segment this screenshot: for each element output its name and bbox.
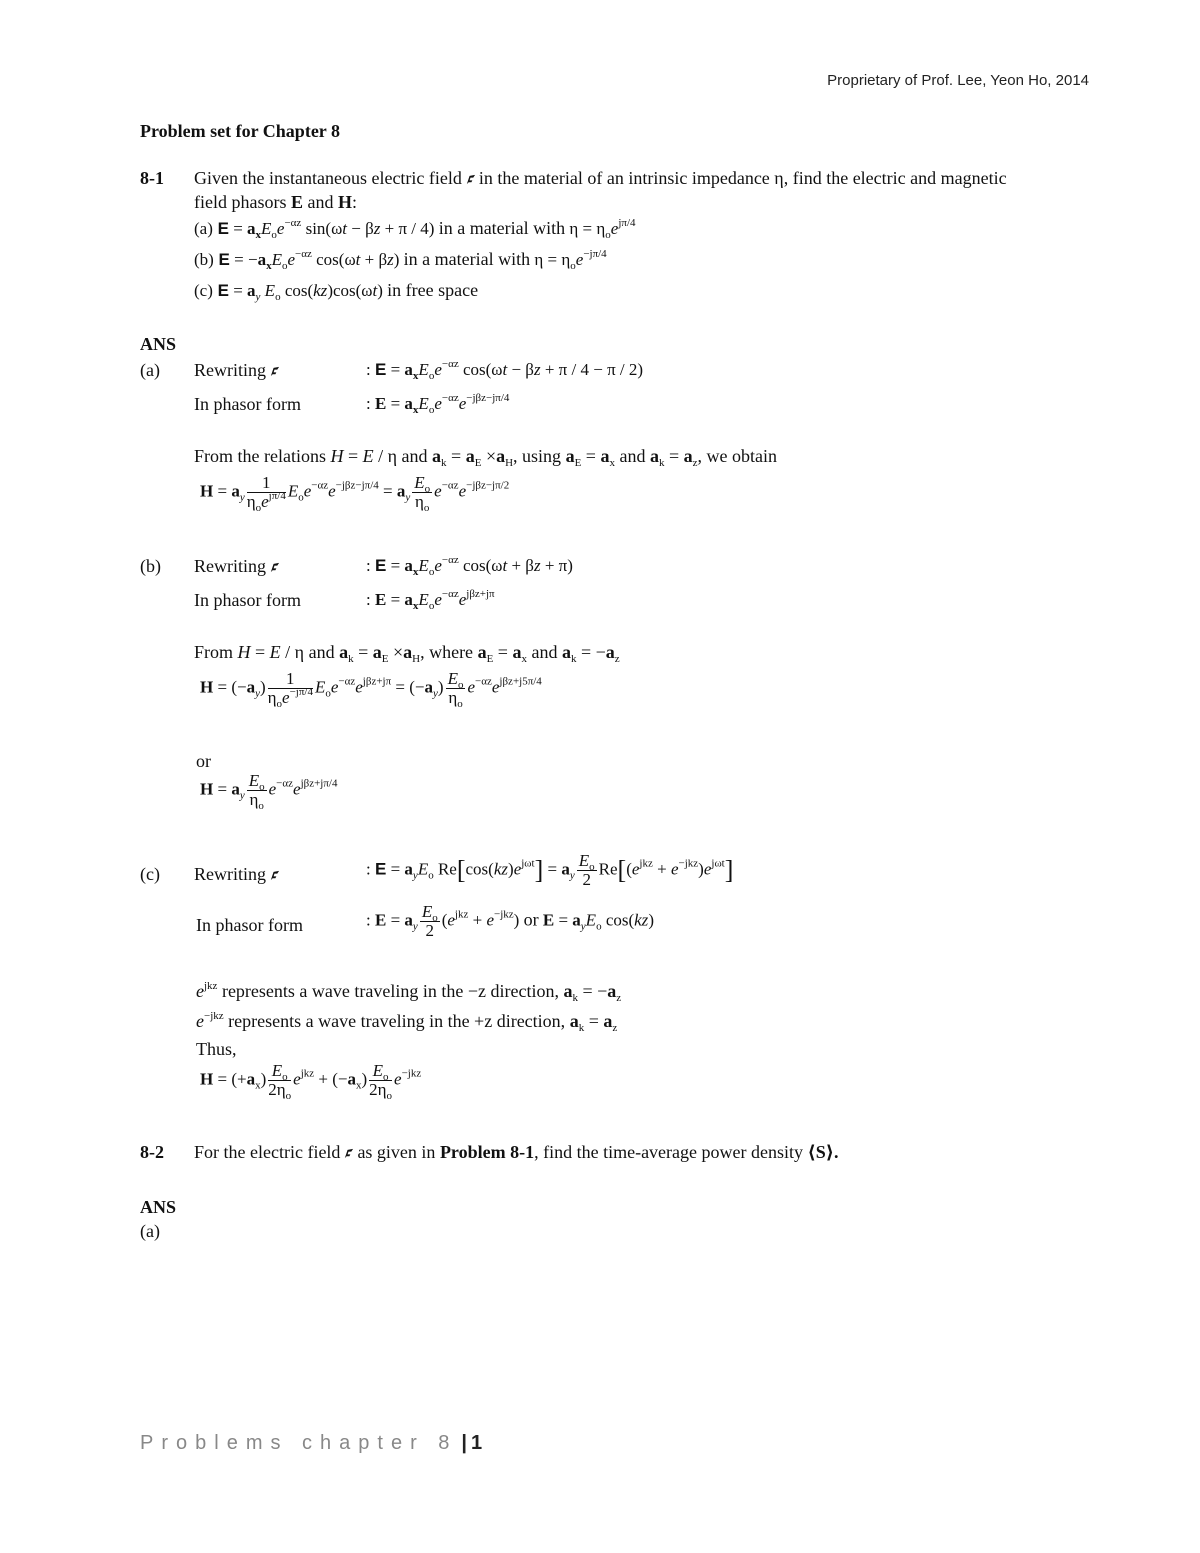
- rewriting-label-a: Rewriting: [194, 359, 283, 381]
- efield-icon: [465, 174, 476, 185]
- phasor-eq-b: : $E = a_xE_oe^{-\alpha z}e^{j\beta z+j\pi}$: [366, 588, 495, 612]
- rewriting-eq-a: : $E = a_xE_oe^{-\alpha z}$ cos(ωt − βz + π / 4 − π / 2): [366, 358, 644, 382]
- h-equation-b-alt: $H = a_y$ $\frac{E_o}{\eta_o}$ $e^{-\alpha z}e^{j\beta z+j\pi/4}$: [200, 771, 338, 812]
- phasor-label-a: In phasor form: [194, 394, 301, 414]
- phasor-eq-a: : $E = a_xE_oe^{-\alpha z}e^{-j\beta z-j\pi/4}$: [366, 392, 510, 416]
- relations-text-b: From H = E / η and $a_k = a_E \times a_H$, where $a_E = a_x$ and $a_k = -a_z$: [194, 642, 620, 665]
- ans-a-label: (a): [140, 360, 160, 380]
- thus-text: Thus,: [196, 1039, 237, 1059]
- efield-icon: [343, 1148, 354, 1159]
- problem-text-line1: Given the instantaneous electric field in the material of an intrinsic impedance η, find the electric and magnetic: [194, 168, 1007, 188]
- phasor-label-b: In phasor form: [194, 590, 301, 610]
- page-title: Problem set for Chapter 8: [140, 121, 340, 141]
- footer: [140, 1432, 482, 1455]
- efield-icon: [269, 562, 280, 573]
- phasor-eq-c: : $E = a_y$ $\frac{E_o}{2}$ $(e^{jkz} + e^{-jkz})$ or $E = a_yE_o$ cos(kz): [366, 902, 654, 940]
- footer-separator: |: [461, 1432, 468, 1454]
- wave-line-1: $e^{jkz}$ represents a wave traveling in the −z direction, $a_k = -a_z$: [196, 980, 622, 1004]
- problem-number: 8-1: [140, 168, 164, 188]
- problem2-text: For the electric field as given in Problem 8-1, find the time-average power density ⟨S⟩.: [194, 1142, 839, 1162]
- case-c-equation: (c) $E = a_y$ $E_o$ cos(kz)cos(ωt) in free space: [194, 280, 479, 303]
- efield-icon: [269, 366, 280, 377]
- problem-text-line2: field phasors E and H:: [194, 192, 358, 212]
- case-a-equation: (a) $E = a_xE_oe^{-\alpha z}$ sin(ωt − βz + π / 4) in a material with $\eta = \eta_oe^{j\pi/4}$: [194, 217, 636, 241]
- h-equation-c: $H = (+a_x)$ $\frac{E_o}{2\eta_o}$ $e^{jkz} + (-a_x)$ $\frac{E_o}{2\eta_o}$ $e^{-jkz}$: [200, 1061, 422, 1102]
- case-b-equation: (b) $E = -a_xE_oe^{-\alpha z}$ cos(ωt + βz) in a material with $\eta = \eta_oe^{-j\pi/4}$: [194, 248, 607, 272]
- ans-b-label: (b): [140, 556, 161, 576]
- ans2-a-label: (a): [140, 1221, 160, 1241]
- wave-line-2: $e^{-jkz}$ represents a wave traveling in the +z direction, $a_k = a_z$: [196, 1010, 618, 1034]
- ans2-label: ANS: [140, 1197, 177, 1217]
- page-number: 1: [471, 1432, 483, 1454]
- proprietary-header: Proprietary of Prof. Lee, Yeon Ho, 2014: [827, 72, 1089, 89]
- problem2-number: 8-2: [140, 1142, 164, 1162]
- h-equation-a: $H = a_y$ $\frac{1}{\eta_oe^{j\pi/4}}$ $E_oe^{-\alpha z}e^{-j\beta z-j\pi/4} = a_y$ $\frac{E_o}{\eta_o}$ $e^{-\alpha z}e^{-j\beta z-j\pi/2}$: [200, 473, 510, 514]
- efield-icon: [269, 870, 280, 881]
- rewriting-eq-c: : $E = a_yE_o$ $Re[\cos(kz)e^{j\omega t}] = a_y$ $\frac{E_o}{2}$ $Re[(e^{jkz} + e^{-jkz})e^{j\omega t}]$: [366, 851, 734, 889]
- or-text: or: [196, 751, 211, 771]
- phasor-label-c: In phasor form: [196, 915, 303, 935]
- rewriting-label-b: Rewriting: [194, 555, 283, 577]
- rewriting-label-c: Rewriting: [194, 863, 283, 885]
- relations-text-a: From the relations H = E / η and $a_k = a_E \times a_H$, using $a_E = a_x$ and $a_k = a_z$, we obtain: [194, 446, 777, 469]
- ans-c-label: (c): [140, 864, 160, 884]
- rewriting-eq-b: : $E = a_xE_oe^{-\alpha z}$ cos(ωt + βz + π): [366, 554, 573, 578]
- footer-label: Problems chapter 8: [140, 1432, 458, 1454]
- ans-label: ANS: [140, 334, 177, 354]
- h-equation-b: $H = (-a_y)$ $\frac{1}{\eta_oe^{-j\pi/4}}$ $E_oe^{-\alpha z}e^{j\beta z+j\pi} = (-a_y)$ $\frac{E_o}{\eta_o}$ $e^{-\alpha z}e^{j\beta z+j5\pi/4}$: [200, 669, 542, 710]
